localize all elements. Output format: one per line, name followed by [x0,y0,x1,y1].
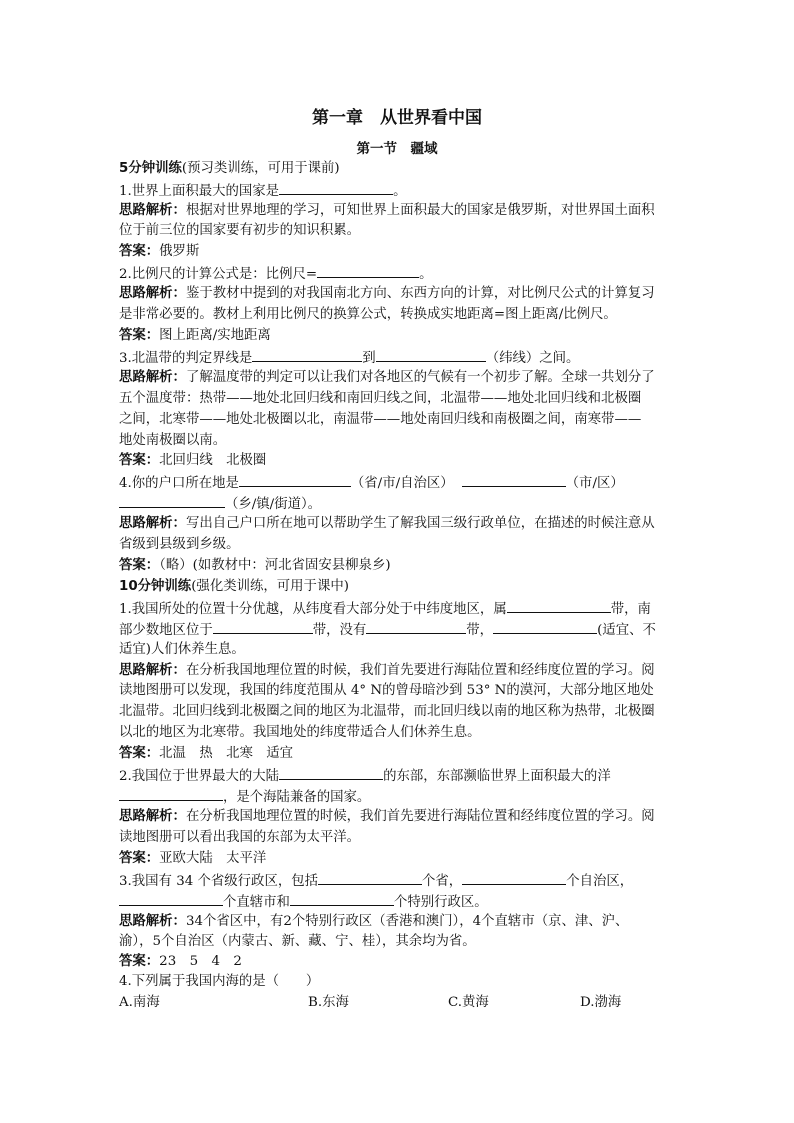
answer-blank[interactable] [366,620,466,634]
p2-q1-analysis-2: 读地图册可以发现，我国的纬度范围从 4° N的曾母暗沙到 53° N的漠河，大部分地区地处 [119,683,654,698]
answer-text: 图上距离/实地距离 [159,328,271,343]
p1-q2-text: 2.比例尺的计算公式是：比例尺= [119,267,318,282]
part2-heading-label: 10分钟训练 [119,579,192,594]
p1-q4-text: 4.你的户口所在地是 [119,476,239,491]
p2-q1-text-e: 带， [466,623,494,638]
p2-q1 [119,599,651,619]
analysis-text: 鉴于教材中提到的对我国南北方向、东西方向的计算，对比例尺公式的计算复习 [185,286,655,301]
p1-q4-line2 [119,494,321,514]
p2-q2-answer [119,850,266,868]
p1-q3-analysis [119,369,655,387]
p1-q3-analysis-3: 之间，北寒带——地处北极圈以北，南温带——地处南回归线和南极圈之间，南寒带—— [119,412,642,427]
p1-q3-analysis-4: 地处南极圈以南。 [119,433,227,448]
p2-q1-analysis-4: 以北的地区为北寒带。我国地处的纬度带适合人们休养生息。 [119,725,481,740]
answer-label: 答案： [119,851,160,866]
p2-q1-line2 [119,620,656,640]
analysis-label: 思路解析： [119,370,186,385]
p2-q3 [119,871,633,891]
analysis-label: 思路解析： [119,809,186,824]
analysis-text: 在分析我国地理位置的时候，我们首先要进行海陆位置和经纬度位置的学习。阅 [185,663,655,678]
p1-q1-text-end: 。 [393,184,407,199]
answer-label: 答案： [119,244,160,259]
p2-q2-analysis-2: 读地图册可以看出我国的东部为太平洋。 [119,830,361,845]
p2-q1-text-d: 带，没有 [312,623,367,638]
p1-q4-answer [119,557,391,575]
answer-blank[interactable] [507,599,611,613]
p1-q4-analysis [119,515,655,533]
p2-q1-answer [119,745,293,763]
p1-q1-text: 1.世界上面积最大的国家是 [119,184,280,199]
answer-blank[interactable] [290,892,394,906]
p2-q3-line2 [119,892,488,912]
answer-text: 23 5 4 2 [159,954,242,969]
section-title: 第一节 疆域 [356,141,438,157]
p2-q3-text-c: 个自治区， [566,874,634,889]
answer-blank[interactable] [318,871,422,885]
p2-q3-answer [119,953,242,971]
analysis-text: 34个省区中，有2个特别行政区（香港和澳门），4个直辖市（京、津、沪、 [185,914,629,929]
p1-q3 [119,348,579,368]
answer-blank[interactable] [376,348,486,362]
p2-q1-text: 1.我国所处的位置十分优越，从纬度看大部分处于中纬度地区，属 [119,602,507,617]
p2-q2-line2 [119,787,370,807]
p2-q1-analysis [119,662,655,680]
answer-text: 北温 热 北寒 适宜 [159,746,294,761]
p2-q2-analysis [119,808,655,826]
analysis-text: 在分析我国地理位置的时候，我们首先要进行海陆位置和经纬度位置的学习。阅 [185,809,655,824]
part1-heading [119,160,340,178]
p1-q4 [119,473,624,493]
option-d[interactable]: D.渤海 [580,995,622,1010]
p2-q3-analysis-2: 渝），5个自治区（内蒙古、新、藏、宁、桂），其余均为省。 [119,934,476,949]
chapter-title: 第一章 从世界看中国 [312,108,482,128]
p2-q4: 4.下列属于我国内海的是（ ） [119,974,320,989]
p1-q1-answer [119,243,199,261]
answer-blank[interactable] [239,473,351,487]
p1-q4-analysis-2: 省级到县级到乡级。 [119,537,240,552]
option-a[interactable]: A.南海 [119,995,160,1010]
answer-blank[interactable] [119,892,223,906]
p2-q3-analysis [119,913,628,931]
p2-q3-text-b: 个省， [422,874,463,889]
analysis-label: 思路解析： [119,203,186,218]
answer-blank[interactable] [213,620,313,634]
answer-text: 北回归线 北极圈 [159,453,267,468]
analysis-label: 思路解析： [119,516,186,531]
option-b[interactable]: B.东海 [308,995,349,1010]
p2-q2 [119,766,611,786]
p2-q3-text: 3.我国有 34 个省级行政区，包括 [119,874,319,889]
p1-q1-analysis-2: 位于前三位的国家要有初步的知识积累。 [119,223,361,238]
answer-label: 答案： [119,453,160,468]
part1-heading-note: (预习类训练，可用于课前) [181,161,340,176]
part2-heading [119,578,349,596]
p1-q4-text-mid: （省/市/自治区） [350,476,454,491]
p1-q4-text-mid2: （市/区） [565,476,624,491]
p1-q2-analysis-2: 是非常必要的。教材上利用比例尺的换算公式，转换成实地距离=图上距离/比例尺。 [119,307,617,322]
p2-q1-text-c: 部少数地区位于 [119,623,213,638]
answer-text: （略）(如教材中：河北省固安县柳泉乡) [159,558,391,573]
answer-text: 亚欧大陆 太平洋 [159,851,267,866]
answer-blank[interactable] [279,181,393,195]
answer-blank[interactable] [279,766,383,780]
p2-q3-text-e: 个特别行政区。 [393,895,488,910]
p2-q1-text-b: 带，南 [610,602,651,617]
p1-q1 [119,181,406,201]
p1-q4-text-end: （乡/镇/街道）。 [225,497,322,512]
option-c[interactable]: C.黄海 [448,995,489,1010]
p2-q2-text: 2.我国位于世界最大的大陆 [119,769,280,784]
p1-q3-answer [119,452,266,470]
part2-heading-note: (强化类训练，可用于课中) [191,579,349,594]
answer-label: 答案： [119,746,160,761]
analysis-text: 了解温度带的判定可以让我们对各地区的气候有一个初步了解。全球一共划分了 [185,370,655,385]
analysis-label: 思路解析： [119,286,186,301]
analysis-label: 思路解析： [119,663,186,678]
p2-q3-text-d: 个直辖市和 [223,895,290,910]
p1-q2 [119,264,432,284]
p1-q2-analysis [119,285,655,303]
analysis-text: 根据对世界地理的学习，可知世界上面积最大的国家是俄罗斯，对世界国土面积 [185,203,655,218]
analysis-text: 写出自己户口所在地可以帮助学生了解我国三级行政单位，在描述的时候注意从 [185,516,655,531]
answer-blank[interactable] [119,494,225,508]
answer-label: 答案： [119,558,160,573]
answer-label: 答案： [119,328,160,343]
analysis-label: 思路解析： [119,914,186,929]
p1-q3-analysis-2: 五个温度带：热带——地处北回归线和南回归线之间，北温带——地处北回归线和北极圈 [119,391,642,406]
p2-q2-text-c: ，是个海陆兼备的国家。 [223,790,371,805]
answer-blank[interactable] [493,620,597,634]
p2-q1-line3: 适宜)人们休养生息。 [119,642,245,657]
answer-blank[interactable] [462,473,566,487]
p1-q1-analysis [119,202,655,220]
answer-blank[interactable] [119,787,223,801]
p1-q3-text-mid: 到 [362,351,376,366]
answer-blank[interactable] [462,871,566,885]
answer-text: 俄罗斯 [159,244,200,259]
p2-q2-text-b: 的东部，东部濒临世界上面积最大的洋 [383,769,611,784]
part1-heading-label: 5分钟训练 [119,161,182,176]
answer-blank[interactable] [252,348,362,362]
answer-label: 答案： [119,954,160,969]
p1-q2-answer [119,327,271,345]
p2-q1-analysis-3: 北温带。北回归线到北极圈之间的地区为北温带，而北回归线以南的地区称为热带，北极圈 [119,704,655,719]
p1-q2-text-end: 。 [419,267,433,282]
p1-q3-text: 3.北温带的判定界线是 [119,351,253,366]
answer-blank[interactable] [317,264,419,278]
p2-q1-text-f: (适宜、不 [597,623,656,638]
p1-q3-text-end: （纬线）之间。 [485,351,580,366]
